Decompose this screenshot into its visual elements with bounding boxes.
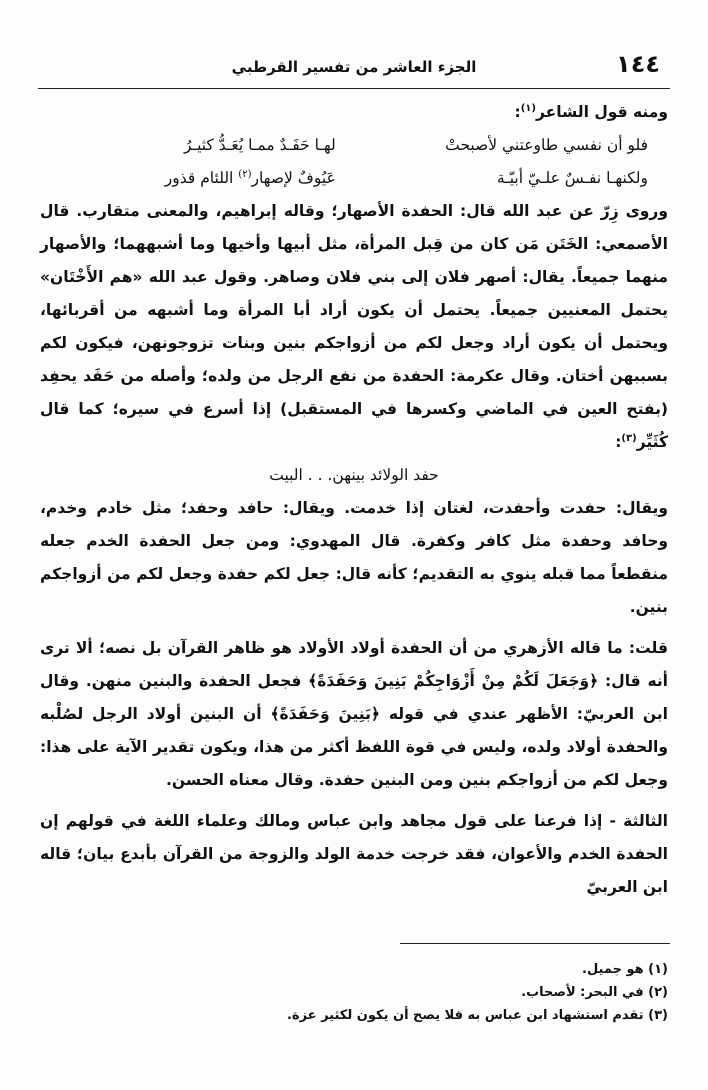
running-title: الجزء العاشر من تفسير القرطبي (231, 58, 477, 76)
paragraph-3: قلت: ما قاله الأزهري من أن الحفدة أولاد الأولاد هو ظاهر القرآن بل نصه؛ ألا ترى أنه قال: ﴿وَجَعَلَ لَكُمْ مِنْ أَزْوَاجِكُمْ بَنِينَ وَحَفَدَةً﴾ فجعل الحفدة والبنين منهن. وقال ابن العربيّ: الأظهر عندي في قوله ﴿بَنِينَ وَحَفَدَةً﴾ أن البنين أولاد الرجل لصُلْبه والحفدة أولاد ولده، وليس في قوة اللفظ أكثر من هذا، ويكون تقدير الآية على هذا: وجعل لكم من أزواجكم بنين ومن البنين حفدة. وقال معناه الحسن. (40, 639, 668, 789)
paragraph-4: الثالثة - إذا فرعنا على قول مجاهد وابن عباس ومالك وعلماء اللغة في قولهم إن الحفدة الخدم والأعوان، فقد خرجت خدمة الولد والزوجة من القرآن بأبدع بيان؛ قاله ابن العربيّ (40, 812, 668, 896)
verse-2-second-hemistich: عَيُوفٌ لإصهار$^{(٢)}$ اللئام قذور (164, 168, 336, 187)
footnote-divider (400, 943, 670, 944)
poem-verse-1 (40, 129, 668, 162)
paragraph-1: وروى زِرّ عن عبد الله قال: الحفدة الأصهار؛ وقاله إبراهيم، والمعنى متقارب. قال الأصمعي: الخَتَن مَن كان من قِبل المرأة، مثل أبيها وأخيها وما أشبههما؛ والأصهار منهما جميعاً. يقال: أصهر فلان إلى بني فلان وصاهر. وقول عبد الله «هم الأَخْتَان» يحتمل المعنيين جميعاً. يحتمل أن يكون أراد أبا المرأة وما أشبهه من أقربائها، ويحتمل أن يكون أراد وجعل لكم من أزواجكم بنين وبنات تزوجونهن، فيكون لكم بسببهن أختان. وقال عكرمة: الحفدة من نفع الرجل من ولده؛ وأصله من حَفَد يحفِد (بفتح العين في الماضي وكسرها في المستقبل) إذا أسرع في سيره؛ كما قال كُثَيِّر$^{(٣)}$: (40, 202, 668, 451)
footnote-1: (١) هو جميل. (582, 962, 668, 977)
intro-line: ومنه قول الشاعر$^{(١)}$: (514, 102, 668, 121)
quoted-verse: حفد الولائد بينهن. . . البيت (269, 466, 439, 484)
page-number: ١٤٤ (616, 50, 660, 78)
poem-verse-2 (40, 162, 668, 195)
footnote-ref-2: (٢) (238, 168, 252, 180)
footnote-ref-3: (٣) (621, 432, 637, 444)
verse-1-first-hemistich: فلو أن نفسي طاوعتني لأصبحتْ (445, 136, 648, 154)
paragraph-2: ويقال: حفدت وأحفدت، لغتان إذا خدمت. ويقال: حافد وحفد؛ مثل خادم وخدم، وحافد وحفدة مثل كافر وكفرة. قال المهدوي: ومن جعل الحفدة الخدم جعله منقطعاً مما قبله ينوي به التقديم؛ كأنه قال: جعل لكم حفدة وجعل لكم من أزواجكم بنين. (40, 499, 668, 616)
verse-2-first-hemistich: ولكنهـا نفـسٌ علـيّ أبيّـة (496, 169, 648, 187)
main-text (40, 96, 668, 904)
footnote-2: (٢) في البحر: لأصحاب. (521, 985, 668, 1000)
verse-1-second-hemistich: لهـا حَفَـدٌ ممـا يُعَـدُّ كثيـرُ (183, 136, 336, 154)
page-header (38, 50, 670, 89)
footnote-ref-1: (١) (520, 102, 536, 114)
footnote-3: (٣) تقدم استشهاد ابن عباس به فلا يصح أن يكون لكثير عزة. (286, 1008, 668, 1023)
footnotes (40, 958, 668, 1027)
